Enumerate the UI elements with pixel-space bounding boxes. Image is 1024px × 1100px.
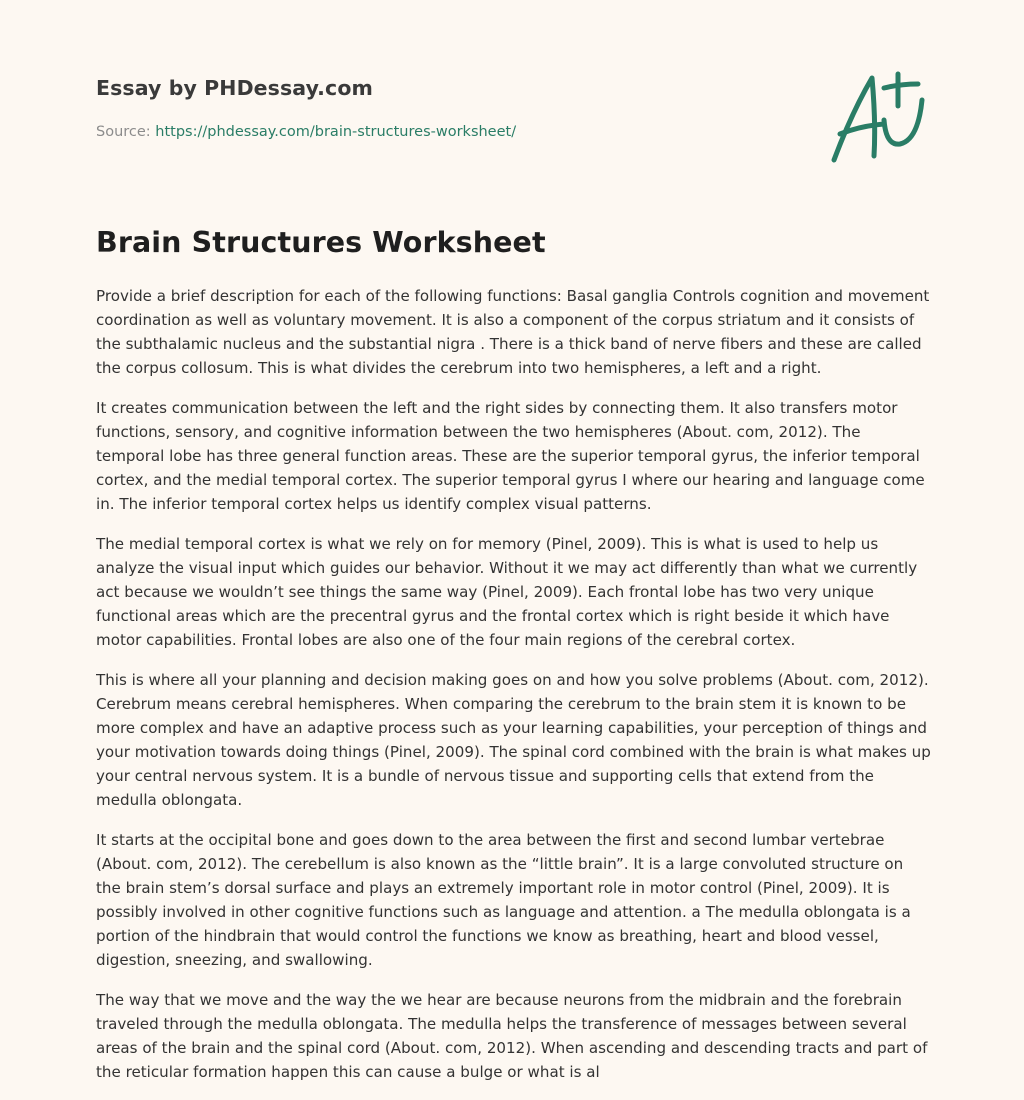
- site-title: Essay by PHDessay.com: [96, 76, 373, 100]
- essay-paragraph: It starts at the occipital bone and goes down to the area between the first and second lumbar vertebrae (About. com, 2012). The cerebellum is also known as the “little brain”. It is a large convoluted structure on the brain stem’s dorsal surface and plays an extremely important role in motor control (Pinel, 2009). It is possibly involved in other cognitive functions such as language and attention. a The medulla oblongata is a portion of the hindbrain that would control the functions we know as breathing, heart and blood vessel, digestion, sneezing, and swallowing.: [96, 831, 911, 969]
- essay-paragraph: This is where all your planning and decision making goes on and how you solve problems (About. com, 2012). Cerebrum means cerebral hemispheres. When comparing the cerebrum to the brain stem it is known to be more complex and have an adaptive process such as your learning capabilities, your perception of things and your motivation towards doing things (Pinel, 2009). The spinal cord combined with the brain is what makes up your central nervous system. It is a bundle of nervous tissue and supporting cells that extend from the medulla oblongata.: [96, 671, 931, 809]
- a-plus-grade-icon: [824, 64, 934, 174]
- source-line: [96, 124, 516, 140]
- site-header: [96, 0, 928, 200]
- source-link[interactable]: https://phdessay.com/brain-structures-worksheet/: [155, 124, 517, 140]
- essay-body: [96, 284, 932, 1090]
- essay-paragraph: The way that we move and the way the we hear are because neurons from the midbrain and the forebrain traveled through the medulla oblongata. The medulla helps the transference of messages between several areas of the brain and the spinal cord (About. com, 2012). When ascending and descending tracts and part of the reticular formation happen this can cause a bulge or what is al: [96, 991, 928, 1081]
- source-label: Source:: [96, 124, 156, 140]
- essay-paragraph: It creates communication between the left and the right sides by connecting them. It also transfers motor functions, sensory, and cognitive information between the two hemispheres (About. com, 2012). The temporal lobe has three general function areas. These are the superior temporal gyrus, the inferior temporal cortex, and the medial temporal cortex. The superior temporal gyrus I where our hearing and language come in. The inferior temporal cortex helps us identify complex visual patterns.: [96, 399, 925, 513]
- essay-paragraph: Provide a brief description for each of the following functions: Basal ganglia Controls cognition and movement coordination as well as voluntary movement. It is also a component of the corpus striatum and it consists of the subthalamic nucleus and the substantial nigra . There is a thick band of nerve fibers and these are called the corpus collosum. This is what divides the cerebrum into two hemispheres, a left and a right.: [96, 287, 930, 377]
- essay-paragraph: The medial temporal cortex is what we rely on for memory (Pinel, 2009). This is what is used to help us analyze the visual input which guides our behavior. Without it we may act differently than what we currently act because we wouldn’t see things the same way (Pinel, 2009). Each frontal lobe has two very unique functional areas which are the precentral gyrus and the frontal cortex which is right beside it which have motor capabilities. Frontal lobes are also one of the four main regions of the cerebral cortex.: [96, 535, 918, 649]
- essay-title: Brain Structures Worksheet: [96, 226, 546, 259]
